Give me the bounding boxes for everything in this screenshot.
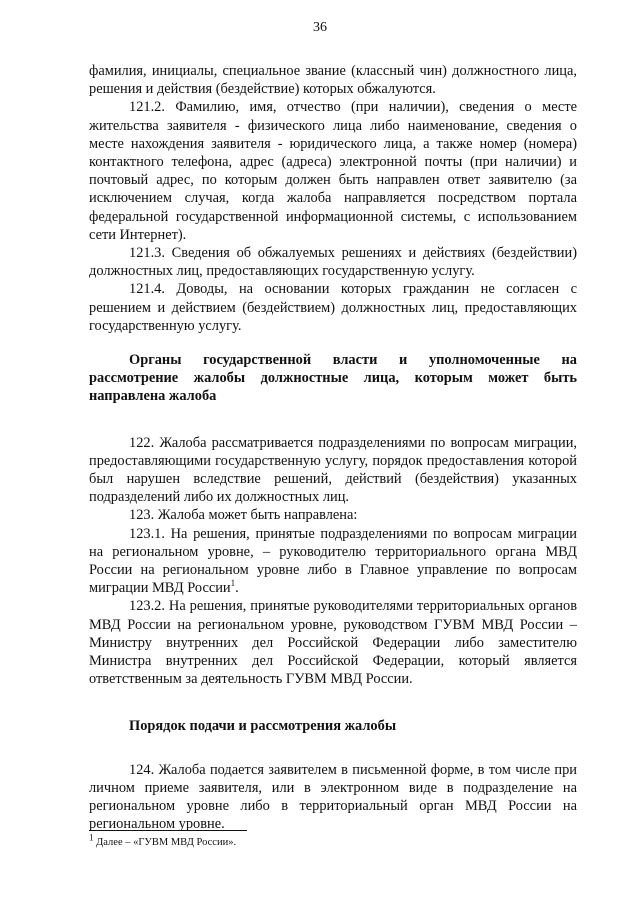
page-number: 36 [313,20,327,35]
paragraph-123-2: 123.2. На решения, принятые руководителями территориальных органов МВД России на региональном уровне, руководством ГУВМ МВД России – Министру внутренних дел Российской Федерации либо заместителю Министра внутренних дел Российской Федерации, который является ответственным за деятельность ГУВМ МВД России. [89,598,577,688]
paragraph-121-2: 121.2. Фамилию, имя, отчество (при наличии), сведения о месте жительства заявителя - физического лица либо наименование, сведения о месте нахождения заявителя - юридического лица, а также номер (номера) контактного телефона, адрес (адреса) электронной почты (при наличии) и почтовый адрес, по которым должен быть направлен ответ заявителю (за исключением случая, когда жалоба направляется посредством портала федеральной государственной информационной системы, с использованием сети Интернет). [89,99,577,243]
paragraph-121-4: 121.4. Доводы, на основании которых гражданин не согласен с решением и действием (бездействием) должностных лиц, предоставляющих государственную услугу. [89,281,577,334]
paragraph-123-1 [89,525,577,598]
paragraph-continuation: фамилия, инициалы, специальное звание (классный чин) должностного лица, решения и действия (бездействие) которых обжалуются. [89,63,577,98]
paragraph-123-1-text: 123.1. На решения, принятые подразделениями по вопросам миграции на региональном уровне, – руководителю территориального органа МВД России на региональном уровне либо в Главное управление по вопросам миграции МВД России [89,525,577,597]
footnote-separator [89,830,247,831]
footnote-text: Далее – «ГУВМ МВД России». [93,837,237,848]
paragraph-123-1-end: . [235,580,239,597]
paragraph-122: 122. Жалоба рассматривается подразделениями по вопросам миграции, предоставляющими государственную услугу, порядок предоставления которой был нарушен вследствие решений, действий (бездействия) указанных подразделений либо их должностных лиц. [89,434,577,506]
section-heading-procedure: Порядок подачи и рассмотрения жалобы [129,717,397,734]
paragraph-121-3: 121.3. Сведения об обжалуемых решениях и действиях (бездействии) должностных лиц, предоставляющих государственную услугу. [89,245,577,280]
footnote [89,832,237,849]
paragraph-124: 124. Жалоба подается заявителем в письменной форме, в том числе при личном приеме заявителя, или в электронном виде в подразделение на региональном уровне либо в территориальный орган МВД России на региональном уровне. [89,761,577,833]
footnote-reference[interactable]: 1 [230,578,236,589]
document-body [89,62,577,834]
paragraph-123: 123. Жалоба может быть направлена: [129,507,358,524]
section-heading-authorities: Органы государственной власти и уполномоченные на рассмотрение жалобы должностные лица, которым может быть направлена жалоба [89,352,577,405]
footnote-mark: 1 [89,832,94,843]
